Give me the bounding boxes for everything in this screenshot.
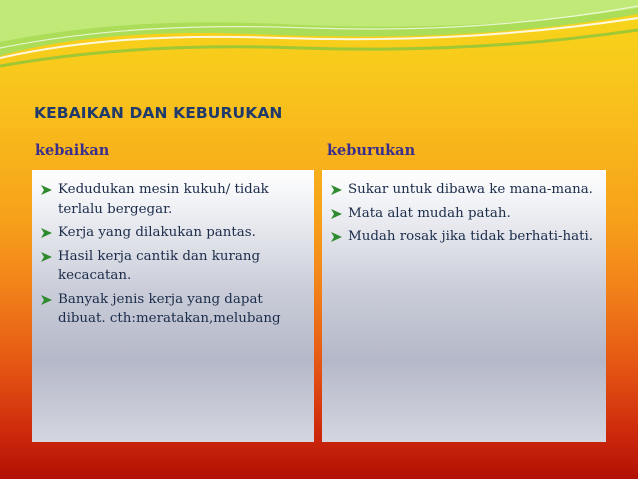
arrow-bullet-icon [40, 227, 53, 239]
keburukan-list [330, 180, 596, 247]
keburukan-panel [322, 170, 606, 442]
list-item [40, 290, 304, 329]
list-item-text: Mudah rosak jika tidak berhati-hati. [348, 229, 594, 244]
list-item [40, 180, 304, 219]
column-heading-kebaikan: kebaikan [35, 142, 110, 159]
arrow-bullet-icon [330, 184, 343, 196]
arrow-bullet-icon [40, 294, 53, 306]
list-item [330, 180, 596, 200]
column-heading-keburukan: keburukan [327, 142, 416, 159]
list-item-text: Mata alat mudah patah. [348, 205, 511, 221]
kebaikan-list [40, 180, 304, 329]
list-item-text: Sukar untuk dibawa ke mana-mana. [348, 182, 593, 197]
list-item-text: Kedudukan mesin kukuh/ tidak terlalu bergegar. [58, 182, 269, 217]
arrow-bullet-icon [330, 208, 343, 220]
list-item [40, 223, 304, 243]
arrow-bullet-icon [330, 231, 343, 243]
list-item [40, 247, 304, 286]
list-item [330, 227, 596, 247]
arrow-bullet-icon [40, 251, 53, 263]
green-swoosh-decoration [0, 0, 638, 80]
list-item-text: Kerja yang dilakukan pantas. [58, 225, 256, 240]
list-item [330, 204, 596, 224]
arrow-bullet-icon [40, 184, 53, 196]
kebaikan-panel [32, 170, 314, 442]
list-item-text: Banyak jenis kerja yang dapat dibuat. cth:meratakan,melubang [58, 291, 281, 326]
slide-title: KEBAIKAN DAN KEBURUKAN [34, 104, 283, 122]
list-item-text: Hasil kerja cantik dan kurang kecacatan. [58, 248, 261, 283]
